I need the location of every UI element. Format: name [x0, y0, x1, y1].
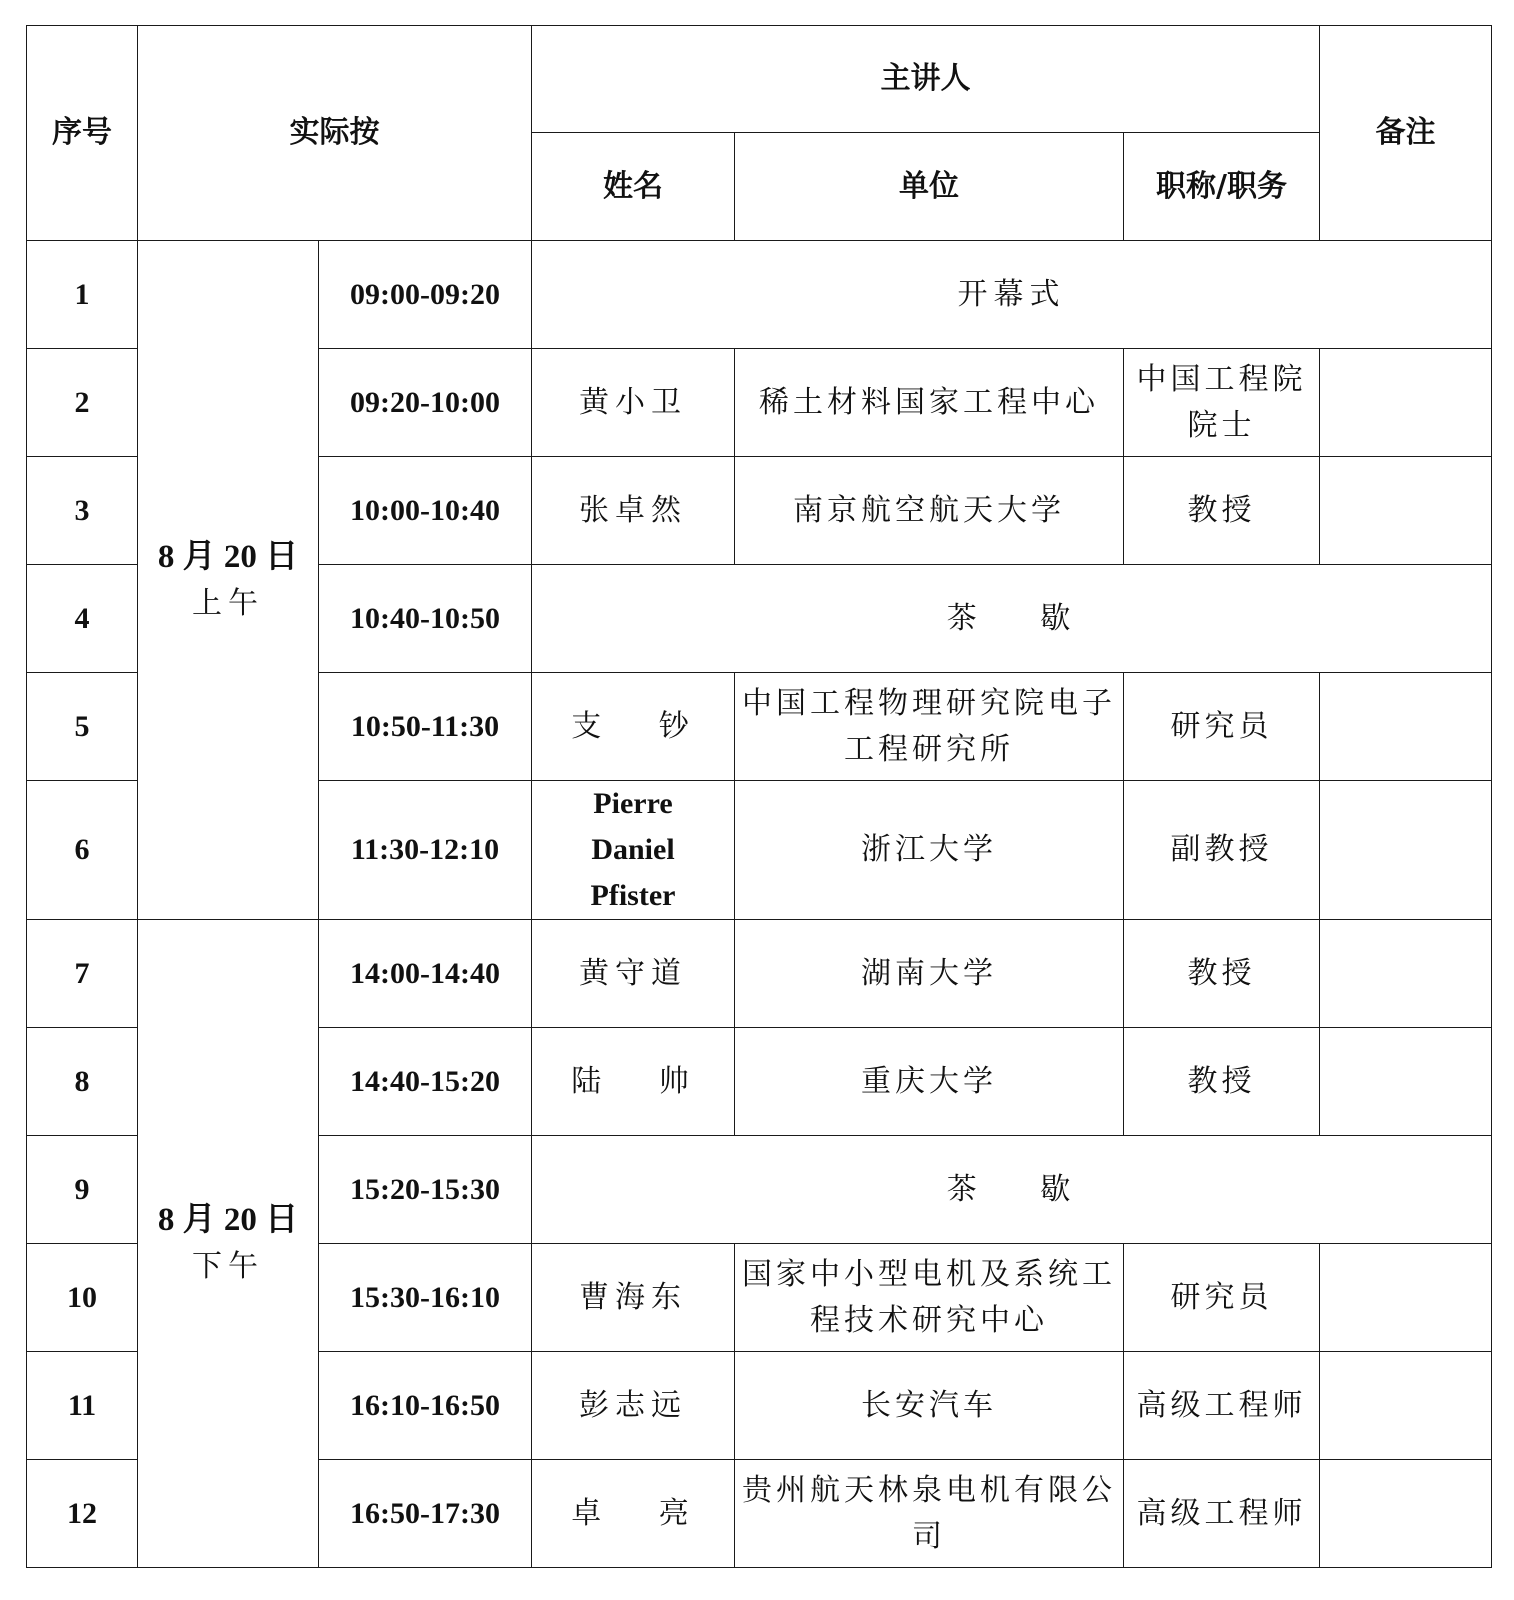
speaker-unit: 国家中小型电机及系统工程技术研究中心 — [735, 1244, 1124, 1352]
notes-cell — [1320, 781, 1492, 920]
session-afternoon — [138, 920, 319, 1568]
time-slot: 15:20-15:30 — [319, 1136, 532, 1244]
speaker-unit: 南京航空航天大学 — [735, 457, 1124, 565]
speaker-unit: 重庆大学 — [735, 1028, 1124, 1136]
speaker-name: 卓 亮 — [532, 1460, 735, 1568]
speaker-title: 副教授 — [1124, 781, 1320, 920]
notes-cell — [1320, 1352, 1492, 1460]
speaker-title: 高级工程师 — [1124, 1460, 1320, 1568]
row-number: 9 — [27, 1136, 138, 1244]
row-number: 6 — [27, 781, 138, 920]
event-opening: 开幕式 — [532, 241, 1492, 349]
speaker-title: 研究员 — [1124, 673, 1320, 781]
header-notes: 备注 — [1320, 26, 1492, 241]
speaker-title: 教授 — [1124, 457, 1320, 565]
time-slot: 09:00-09:20 — [319, 241, 532, 349]
table-row — [27, 241, 1492, 349]
time-slot: 14:40-15:20 — [319, 1028, 532, 1136]
speaker-name: 陆 帅 — [532, 1028, 735, 1136]
row-number: 8 — [27, 1028, 138, 1136]
speaker-name: 彭志远 — [532, 1352, 735, 1460]
session-date: 8 月 20 日 — [157, 538, 299, 575]
time-slot: 15:30-16:10 — [319, 1244, 532, 1352]
header-title: 职称/职务 — [1124, 133, 1320, 241]
speaker-name: 张卓然 — [532, 457, 735, 565]
speaker-title: 研究员 — [1124, 1244, 1320, 1352]
speaker-unit: 贵州航天林泉电机有限公司 — [735, 1460, 1124, 1568]
notes-cell — [1320, 920, 1492, 1028]
speaker-name: 支 钞 — [532, 673, 735, 781]
notes-cell — [1320, 673, 1492, 781]
speaker-name: 曹海东 — [532, 1244, 735, 1352]
speaker-title: 教授 — [1124, 1028, 1320, 1136]
speaker-unit: 中国工程物理研究院电子工程研究所 — [735, 673, 1124, 781]
table-row — [27, 920, 1492, 1028]
time-slot: 14:00-14:40 — [319, 920, 532, 1028]
row-number: 5 — [27, 673, 138, 781]
time-slot: 10:50-11:30 — [319, 673, 532, 781]
row-number: 3 — [27, 457, 138, 565]
notes-cell — [1320, 1028, 1492, 1136]
notes-cell — [1320, 349, 1492, 457]
session-date: 8 月 20 日 — [157, 1202, 299, 1238]
notes-cell — [1320, 457, 1492, 565]
header-name: 姓名 — [532, 133, 735, 241]
header-schedule: 实际按 — [138, 26, 532, 241]
speaker-name: Pierre Daniel Pfister — [532, 781, 735, 920]
header-speaker: 主讲人 — [532, 26, 1320, 133]
speaker-title: 教授 — [1124, 920, 1320, 1028]
header-seq: 序号 — [27, 26, 138, 241]
speaker-name: 黄守道 — [532, 920, 735, 1028]
notes-cell — [1320, 1244, 1492, 1352]
time-slot: 09:20-10:00 — [319, 349, 532, 457]
session-morning — [138, 241, 319, 920]
speaker-name: 黄小卫 — [532, 349, 735, 457]
speaker-unit: 湖南大学 — [735, 920, 1124, 1028]
session-part: 下午 — [192, 1249, 264, 1284]
header-row-top — [27, 26, 1492, 133]
notes-cell — [1320, 1460, 1492, 1568]
speaker-title: 中国工程院院士 — [1124, 349, 1320, 457]
row-number: 10 — [27, 1244, 138, 1352]
header-unit: 单位 — [735, 133, 1124, 241]
speaker-unit: 稀土材料国家工程中心 — [735, 349, 1124, 457]
row-number: 1 — [27, 241, 138, 349]
row-number: 2 — [27, 349, 138, 457]
speaker-unit: 长安汽车 — [735, 1352, 1124, 1460]
speaker-schedule-table — [26, 25, 1492, 1568]
time-slot: 16:50-17:30 — [319, 1460, 532, 1568]
time-slot: 10:00-10:40 — [319, 457, 532, 565]
time-slot: 16:10-16:50 — [319, 1352, 532, 1460]
speaker-title: 高级工程师 — [1124, 1352, 1320, 1460]
event-tea-break: 茶 歇 — [532, 565, 1492, 673]
time-slot: 10:40-10:50 — [319, 565, 532, 673]
time-slot: 11:30-12:10 — [319, 781, 532, 920]
event-tea-break: 茶 歇 — [532, 1136, 1492, 1244]
speaker-unit: 浙江大学 — [735, 781, 1124, 920]
row-number: 11 — [27, 1352, 138, 1460]
row-number: 4 — [27, 565, 138, 673]
session-part: 上午 — [192, 585, 264, 621]
row-number: 7 — [27, 920, 138, 1028]
row-number: 12 — [27, 1460, 138, 1568]
